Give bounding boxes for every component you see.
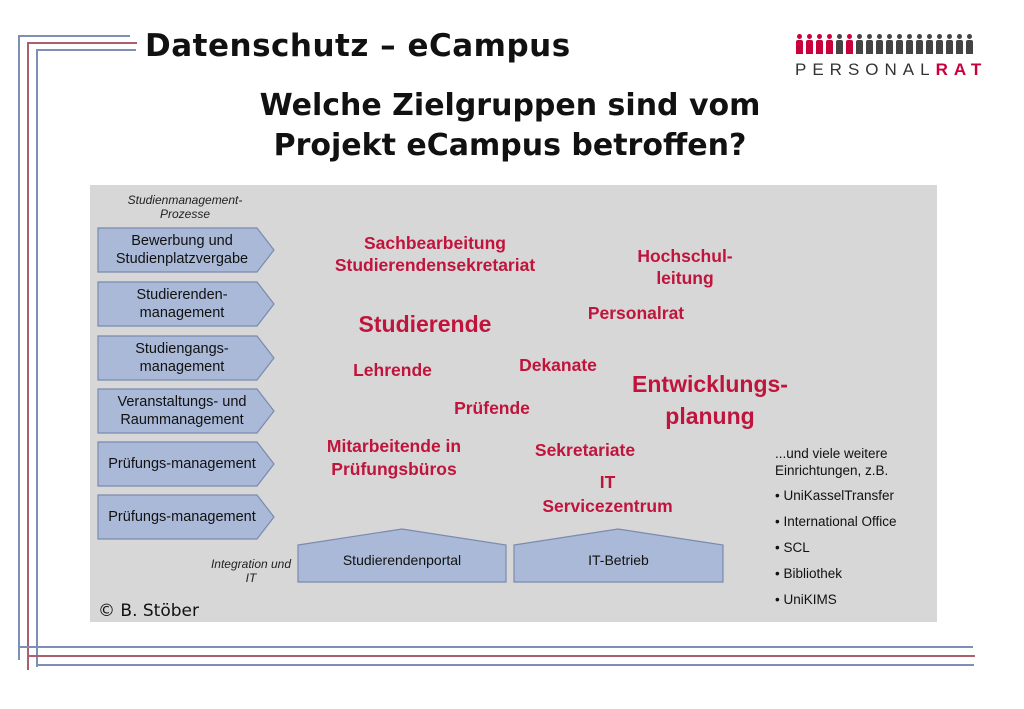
more-item: • UniKasselTransfer xyxy=(775,488,895,503)
frame-line-top-middle xyxy=(27,42,137,44)
frame-line-bottom-1 xyxy=(18,646,973,648)
copyright: © B. Stöber xyxy=(98,601,199,621)
process-arrow xyxy=(97,441,275,487)
process-label: Studiengangs-management xyxy=(135,341,229,375)
person-icon xyxy=(935,34,944,54)
page-subtitle: Welche Zielgruppen sind vom Projekt eCampus betroffen? xyxy=(259,88,761,163)
process-label: Studierenden-management xyxy=(136,287,228,321)
person-icon xyxy=(835,34,844,54)
personalrat-logo xyxy=(795,34,990,82)
person-icon xyxy=(915,34,924,54)
more-item: • SCL xyxy=(775,540,810,555)
group-personalrat: Personalrat xyxy=(587,303,685,323)
group-entwicklungsplanung: Entwicklungs-planung xyxy=(632,371,788,429)
process-heading: Studienmanagement-Prozesse xyxy=(127,193,243,221)
person-icon xyxy=(795,34,804,54)
frame-line-left-inner xyxy=(36,49,38,667)
person-icon xyxy=(945,34,954,54)
process-arrow xyxy=(97,494,275,540)
process-label: Prüfungs-management xyxy=(108,509,256,525)
group-mitarbeitende: Mitarbeitende in Prüfungsbüros xyxy=(326,436,462,479)
group-studierende: Studierende xyxy=(358,311,492,337)
group-sekretariate: Sekretariate xyxy=(534,440,636,460)
logo-text-accent: RAT xyxy=(935,60,988,79)
person-icon xyxy=(805,34,814,54)
process-label: Veranstaltungs- und Raummanagement xyxy=(117,394,247,428)
logo-text xyxy=(795,60,990,80)
person-icon xyxy=(825,34,834,54)
platform-studierendenportal xyxy=(297,528,507,583)
frame-line-top-inner xyxy=(36,49,136,51)
group-sachbearbeitung: Sachbearbeitung Studierendensekretariat xyxy=(334,233,536,275)
frame-line-left-middle xyxy=(27,42,29,670)
more-intro: ...und viele weitere Einrichtungen, z.B. xyxy=(775,446,889,478)
frame-line-bottom-3 xyxy=(36,664,974,666)
target-groups-diagram xyxy=(90,185,937,622)
process-arrow xyxy=(97,227,275,273)
page-title: Datenschutz – eCampus xyxy=(145,28,571,64)
more-item: • Bibliothek xyxy=(775,566,843,581)
person-icon xyxy=(815,34,824,54)
person-icon xyxy=(845,34,854,54)
group-it-servicezentrum: IT Servicezentrum xyxy=(542,472,673,516)
person-icon xyxy=(965,34,974,54)
person-icon xyxy=(905,34,914,54)
integration-label: Integration und IT xyxy=(210,557,292,585)
person-icon xyxy=(875,34,884,54)
platform-label: Studierendenportal xyxy=(342,552,462,568)
person-icon xyxy=(925,34,934,54)
process-arrow xyxy=(97,335,275,381)
group-lehrende: Lehrende xyxy=(353,360,432,380)
more-item: • UniKIMS xyxy=(775,592,837,607)
people-icon-row xyxy=(795,34,990,54)
person-icon xyxy=(855,34,864,54)
process-arrow xyxy=(97,388,275,434)
platform-it-betrieb xyxy=(513,528,724,583)
person-icon xyxy=(885,34,894,54)
logo-text-main: PERSONAL xyxy=(795,60,936,79)
frame-line-left-outer xyxy=(18,35,20,660)
person-icon xyxy=(895,34,904,54)
frame-line-top-outer xyxy=(18,35,130,37)
group-hochschulleitung: Hochschul-leitung xyxy=(637,246,733,288)
process-label: Prüfungs-management xyxy=(108,456,256,472)
group-dekanate: Dekanate xyxy=(519,355,597,375)
person-icon xyxy=(865,34,874,54)
more-institutions-list xyxy=(775,445,945,613)
frame-line-bottom-2 xyxy=(27,655,975,657)
process-label: Bewerbung und Studienplatzvergabe xyxy=(115,233,249,267)
more-item: • International Office xyxy=(775,514,897,529)
platform-label: IT-Betrieb xyxy=(588,552,649,568)
person-icon xyxy=(955,34,964,54)
process-arrow xyxy=(97,281,275,327)
group-pruefende: Prüfende xyxy=(454,398,530,418)
